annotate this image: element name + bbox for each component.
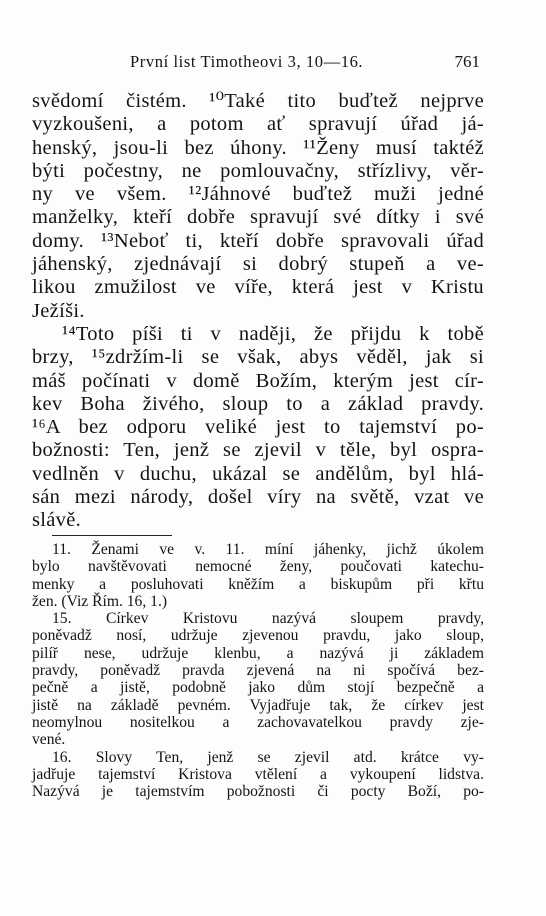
footnote-line: 11. Ženami ve v. 11. míní jáhenky, jichž úkolem bbox=[52, 541, 484, 558]
text-line: vyzkoušeni, a potom ať spravují úřad já- bbox=[32, 113, 484, 136]
text-line: kev Boha živého, sloup to a základ pravdy. bbox=[32, 392, 484, 415]
footnote-line: pravdy, poněvadž pravda zjevená na ni spočívá bez- bbox=[32, 662, 484, 680]
text-line: božnosti: Ten, jenž se zjevil v těle, byl ospra- bbox=[32, 439, 484, 462]
text-line: slávě. bbox=[32, 509, 82, 532]
footnotes bbox=[32, 541, 484, 800]
footnote-line: jadřuje tajemství Kristova vtělení a vykoupení lidstva. bbox=[32, 765, 484, 783]
footnote-line: pečně a jistě, podobně jako dům stojí bezpečně a bbox=[32, 679, 484, 697]
footnote-line: bylo navštěvovati nemocné ženy, poučovati katechu- bbox=[32, 558, 484, 576]
text-line: Ježíši. bbox=[32, 299, 85, 322]
text-line: svědomí čistém. ¹⁰Také tito buďtež nejprve bbox=[32, 90, 484, 112]
main-text bbox=[32, 90, 484, 533]
text-line: likou zmužilost ve víře, která jest v Kristu bbox=[32, 276, 484, 299]
footnote-line: 16. Slovy Ten, jenž se zjevil atd. krátce vy- bbox=[52, 748, 484, 766]
footnote-line: neomylnou nositelkou a zachovavatelkou pravdy zje- bbox=[32, 713, 484, 731]
text-line: brzy, ¹⁵zdržím-li se však, abys věděl, jak si bbox=[32, 346, 484, 369]
header-title: První list Timotheovi 3, 10—16. bbox=[130, 52, 364, 71]
text-line: henský, jsou-li bez úhony. ¹¹Ženy musí taktéž bbox=[32, 136, 484, 159]
text-line: ¹⁶A bez odporu veliké jest to tajemství po- bbox=[32, 416, 484, 439]
footnote-line: Nazývá je tajemstvím pobožnosti či pocty Boží, po- bbox=[32, 783, 484, 801]
text-line: manželky, kteří dobře spravují své dítky i své bbox=[32, 206, 484, 229]
text-line: vedlněn v duchu, ukázal se andělům, byl hlá- bbox=[32, 462, 484, 485]
text-line: sán mezi národy, došel víry na světě, vzat ve bbox=[32, 486, 484, 509]
footnote-line: menky a posluhovati kněžím a biskupům při křtu bbox=[32, 575, 484, 593]
text-line: ny ve všem. ¹²Jáhnové buďtež muži jedné bbox=[32, 183, 484, 206]
text-line: máš počínati v domě Božím, kterým jest cír- bbox=[32, 369, 484, 392]
footnote-line: vené. bbox=[32, 731, 66, 749]
footnote-line: žen. (Viz Řím. 16, 1.) bbox=[32, 592, 168, 610]
footnote-line: jistě na základě pevném. Vyjadřuje tak, že církev jest bbox=[32, 696, 484, 714]
footnote-divider bbox=[52, 535, 172, 536]
text-line: domy. ¹³Neboť ti, kteří dobře spravovali úřad bbox=[32, 229, 484, 252]
running-header bbox=[32, 52, 484, 74]
text-line: ¹⁴Toto píši ti v naději, že přijdu k tobě bbox=[62, 322, 484, 345]
footnote-line: 15. Církev Kristovu nazývá sloupem pravdy, bbox=[52, 610, 484, 628]
page-number: 761 bbox=[454, 52, 480, 71]
text-line: býti počestny, ne pomlouvačny, střízlivy, věr- bbox=[32, 159, 484, 182]
footnote-line: pilíř nese, udržuje klenbu, a nazývá ji základem bbox=[32, 644, 484, 662]
footnote-line: poněvadž nosí, udržuje zjevenou pravdu, jako sloup, bbox=[32, 627, 484, 645]
text-line: jáhenský, zjednávají si dobrý stupeň a ve- bbox=[32, 253, 484, 276]
